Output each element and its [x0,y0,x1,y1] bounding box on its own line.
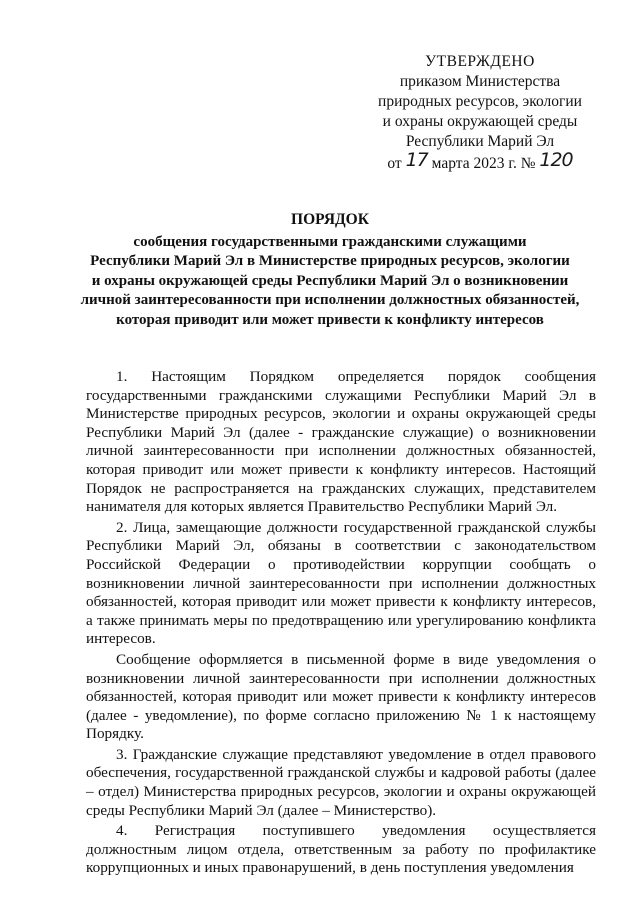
approval-line: приказом Министерства [399,73,561,90]
title-line: Республики Марий Эл в Министерстве природных ресурсов, экологии [90,253,570,269]
paragraph-4: 4. Регистрация поступившего уведомления осуществляется должностным лицом отдела, ответственным за работу по профилактике коррупционных и иных правонарушений, в день поступления уведомления [86,822,596,877]
date-prefix: от [387,155,402,172]
date-rest: марта 2023 г. № [431,155,536,172]
paragraph-1: 1. Настоящим Порядком определяется порядок сообщения государственными гражданскими служащими Республики Марий Эл в Министерстве природных ресурсов, экологии и охраны окружающей среды Республики Марий Эл (далее - гражданские служащие) о возникновении личной заинтересованности при исполнении должностных обязанностей, которая приводит или может привести к конфликту интересов. Настоящий Порядок не распространяется на гражданских служащих, представителем нанимателя для которых является Правительство Республики Марий Эл. [86,368,596,516]
paragraph-2: 2. Лица, замещающие должности государственной гражданской службы Республики Марий Эл, обязаны в соответствии с законодательством Российской Федерации о противодействии коррупции сообщать о возникновении личной заинтересованности при исполнении должностных обязанностей, которая приводит или может привести к конфликту интересов, а также принимать меры по предотвращению или урегулированию конфликта интересов. [86,518,596,648]
title-main: ПОРЯДОК [291,211,369,228]
approval-line: Республики Марий Эл [405,133,555,150]
approval-heading: УТВЕРЖДЕНО [425,53,535,70]
paragraph-3: 3. Гражданские служащие представляют уведомление в отдел правового обеспечения, государственной гражданской службы и кадровой работы (далее – отдел) Министерства природных ресурсов, экологии и охраны окружающей среды Республики Марий Эл (далее – Министерство). [86,745,596,819]
handwritten-day: 17 [405,149,428,171]
approval-date-line [360,149,600,174]
approval-stamp [360,52,600,174]
approval-line: и охраны окружающей среды [382,113,578,130]
title-line: личной заинтересованности при исполнении должностных обязанностей, [80,292,580,308]
document-title [80,210,580,330]
title-line: которая приводит или может привести к конфликту интересов [116,311,544,328]
handwritten-order-number: 120 [539,149,573,171]
paragraph-2-continued: Сообщение оформляется в письменной форме в виде уведомления о возникновении личной заинтересованности при исполнении должностных обязанностей, которая приводит или может привести к конфликту интересов (далее - уведомление), по форме согласно приложению № 1 к настоящему Порядку. [86,650,596,743]
document-body [86,368,596,878]
title-line: сообщения государственными гражданскими служащими [133,233,527,250]
approval-line: природных ресурсов, экологии [378,93,582,110]
title-line: и охраны окружающей среды Республики Марий Эл о возникновении [91,272,569,289]
